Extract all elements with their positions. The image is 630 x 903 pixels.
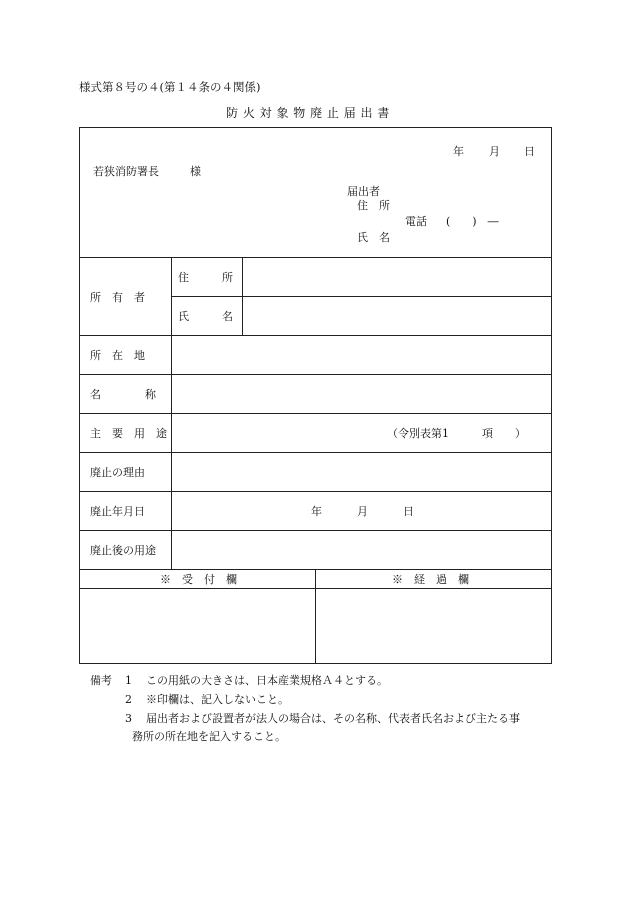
divider — [79, 335, 552, 336]
honorific: 様 — [190, 165, 201, 178]
note-text: 届出者および設置者が法人の場合は、その名称、代表者氏名および主たる事 — [146, 712, 520, 725]
note-number: 1 — [125, 674, 132, 687]
divider — [79, 452, 552, 453]
form-number: 様式第８号の４(第１４条の４関係) — [79, 80, 261, 94]
owner-name-label: 氏 名 — [178, 310, 233, 323]
phone-format: ( ) ― — [446, 215, 499, 228]
notifier-label: 届出者 — [347, 185, 380, 198]
divider — [79, 530, 552, 531]
column-divider — [171, 257, 172, 569]
divider — [79, 413, 552, 414]
column-divider — [315, 569, 316, 664]
date-day: 日 — [524, 145, 535, 158]
page-title: 防 火 対 象 物 廃 止 届 出 書 — [226, 106, 390, 120]
divider — [171, 296, 552, 297]
abolish-date-label: 廃止年月日 — [90, 505, 145, 518]
divider — [79, 491, 552, 492]
abolish-month: 月 — [357, 505, 368, 518]
note-number: 3 — [125, 712, 132, 725]
abolish-year: 年 — [311, 505, 322, 518]
reason-label: 廃止の理由 — [90, 466, 145, 479]
receipt-column-header: ※ 受 付 欄 — [160, 573, 237, 586]
addressee: 若狭消防署長 — [93, 165, 159, 178]
column-divider — [242, 257, 243, 335]
note-text: この用紙の大きさは、日本産業規格Ａ４とする。 — [146, 674, 388, 687]
divider — [79, 374, 552, 375]
progress-column-header: ※ 経 過 欄 — [392, 573, 469, 586]
phone-label: 電話 — [405, 215, 427, 228]
divider — [79, 257, 552, 258]
address-label: 住 所 — [357, 199, 390, 212]
main-use-label: 主 要 用 途 — [90, 427, 167, 440]
name-label-row: 名 称 — [90, 388, 156, 401]
date-year: 年 — [453, 145, 464, 158]
notes-label: 備考 — [90, 674, 112, 687]
note-continuation: 務所の所在地を記入すること。 — [132, 730, 286, 743]
main-use-note: （令別表第1 項 ） — [387, 427, 526, 440]
name-label: 氏 名 — [357, 231, 390, 244]
use-after-label: 廃止後の用途 — [90, 544, 156, 557]
date-month: 月 — [489, 145, 500, 158]
owner-address-label: 住 所 — [178, 271, 233, 284]
location-label: 所 在 地 — [90, 349, 145, 362]
owner-label: 所 有 者 — [90, 291, 145, 304]
note-text: ※印欄は、記入しないこと。 — [146, 693, 289, 706]
abolish-day: 日 — [403, 505, 414, 518]
note-number: 2 — [125, 693, 132, 706]
